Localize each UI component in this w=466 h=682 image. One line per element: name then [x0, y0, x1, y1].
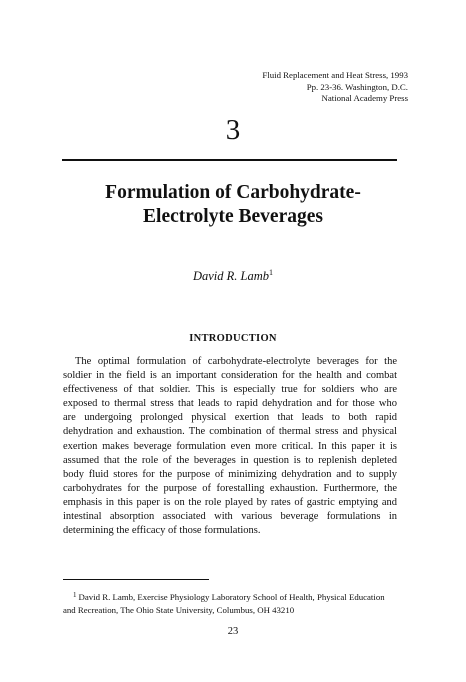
body-paragraph	[63, 355, 397, 538]
footnote-marker: 1	[73, 591, 77, 599]
footnote-text: David R. Lamb, Exercise Physiology Laboratory School of Health, Physical Education	[78, 592, 385, 602]
citation-line: National Academy Press	[321, 93, 408, 104]
paragraph-line: exposed to thermal stress that leads to rapid dehydration and for those who	[63, 398, 397, 410]
paragraph-line: carbohydrates for the purpose of forestalling exhaustion. Furthermore, the	[63, 482, 397, 494]
footnote-line: and Recreation, The Ohio State University, Columbus, OH 43210	[63, 604, 295, 615]
chapter-divider	[62, 159, 397, 161]
section-heading: INTRODUCTION	[189, 333, 277, 344]
author-footnote-marker: 1	[269, 268, 274, 277]
footnote-line	[63, 589, 403, 604]
title-line: Formulation of Carbohydrate-	[105, 182, 361, 203]
paragraph-line: are undergoing prolonged physical exertion that leads to both rapid	[63, 412, 397, 424]
paragraph-line: emphasis in this paper is on the role played by rates of gastric emptying and	[63, 496, 397, 508]
paragraph-line: soldier in the field is an important consideration for the health and combat	[63, 370, 397, 382]
title-line: Electrolyte Beverages	[143, 206, 323, 227]
citation-line: Pp. 23-36. Washington, D.C.	[306, 81, 408, 92]
paragraph-line: effectiveness of that soldier. This is especially true for soldiers who are	[63, 384, 397, 396]
footnote	[63, 589, 403, 616]
paragraph-line: dehydration and exhaustion. The combination of thermal stress and physical	[63, 426, 397, 438]
footnote-divider	[63, 579, 209, 580]
paragraph-line: The optimal formulation of carbohydrate-electrolyte beverages for the	[75, 356, 397, 367]
author-name: David R. Lamb	[192, 269, 270, 283]
paragraph-line: assumed that the role of the beverages in question is to replenish depleted	[63, 454, 397, 466]
paragraph-line: intestinal absorption associated with various beverage formulations in	[63, 511, 397, 523]
citation-line: Fluid Replacement and Heat Stress, 1993	[262, 70, 408, 80]
chapter-number: 3	[225, 114, 241, 146]
citation-block	[188, 70, 408, 105]
paragraph-line: body fluid stores for the purpose of minimizing dehydration and to supply	[63, 468, 397, 480]
author-line	[0, 265, 466, 284]
paragraph-line: determining the efficacy of those formulations.	[63, 525, 261, 537]
paragraph-line: exertion makes beverage formulation even more critical. In this paper it is	[63, 440, 397, 452]
article-title	[0, 181, 466, 229]
page-number: 23	[227, 626, 239, 637]
